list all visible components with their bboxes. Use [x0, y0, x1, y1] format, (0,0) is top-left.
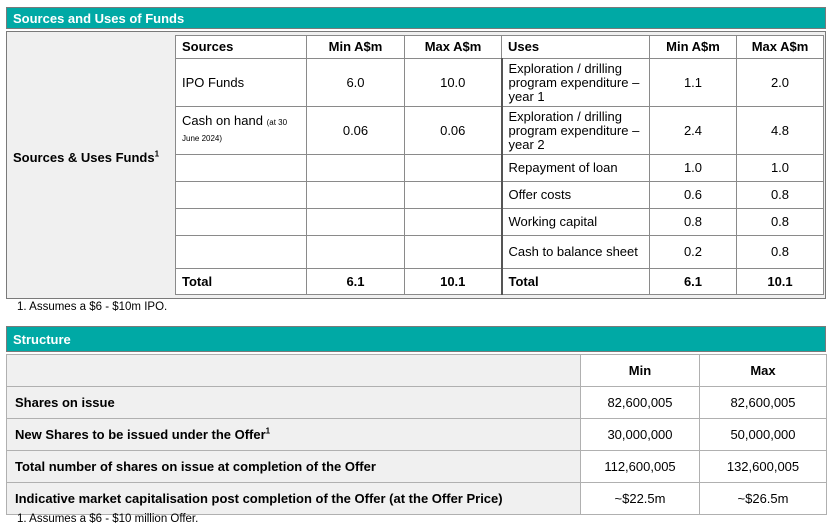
- use-cell: Working capital: [502, 209, 650, 236]
- use-cell: Repayment of loan: [502, 155, 650, 182]
- src-total-max: 10.1: [405, 269, 502, 295]
- source-cell: [176, 155, 307, 182]
- table-row: [7, 451, 827, 483]
- structure-label: [7, 387, 581, 419]
- structure-header: Structure: [6, 326, 826, 352]
- use-max-cell: 4.8: [737, 107, 824, 155]
- use-max-cell: 2.0: [737, 59, 824, 107]
- total-row: [176, 269, 824, 295]
- use-total-label: Total: [502, 269, 650, 295]
- structure-max: ~$26.5m: [700, 483, 827, 515]
- structure-label-text: New Shares to be issued under the Offer: [15, 427, 266, 442]
- src-max-cell: [405, 236, 502, 269]
- col-use-max: Max A$m: [737, 36, 824, 59]
- structure-label-text: Total number of shares on issue at completion of the Offer: [15, 459, 376, 474]
- col-sources: Sources: [176, 36, 307, 59]
- table-row: [7, 387, 827, 419]
- src-max-cell: [405, 182, 502, 209]
- sources-uses-table: [175, 35, 824, 295]
- src-min-cell: [307, 182, 405, 209]
- sources-uses-side-label: [13, 150, 163, 166]
- source-total-label: Total: [176, 269, 307, 295]
- structure-label: [7, 483, 581, 515]
- source-cell: [176, 107, 307, 155]
- table-row: [176, 107, 824, 155]
- use-min-cell: 0.8: [650, 209, 737, 236]
- sources-uses-panel: [6, 31, 826, 299]
- table-row: [176, 182, 824, 209]
- structure-min: 30,000,000: [581, 419, 700, 451]
- use-min-cell: 2.4: [650, 107, 737, 155]
- structure-label-text: Shares on issue: [15, 395, 115, 410]
- table-row: [176, 59, 824, 107]
- sources-uses-header: Sources and Uses of Funds: [6, 7, 826, 29]
- structure-label: [7, 419, 581, 451]
- structure-max: 132,600,005: [700, 451, 827, 483]
- src-min-cell: [307, 155, 405, 182]
- structure-table: [6, 354, 827, 515]
- sources-uses-footnote: 1. Assumes a $6 - $10m IPO.: [17, 301, 168, 313]
- col-src-min: Min A$m: [307, 36, 405, 59]
- table-row: [7, 419, 827, 451]
- source-name: IPO Funds: [182, 74, 245, 90]
- source-cell: [176, 182, 307, 209]
- table-row: [7, 483, 827, 515]
- use-cell: Offer costs: [502, 182, 650, 209]
- use-max-cell: 0.8: [737, 236, 824, 269]
- use-cell: Cash to balance sheet: [502, 236, 650, 269]
- src-min-cell: 0.06: [307, 107, 405, 155]
- source-cell: [176, 209, 307, 236]
- col-uses: Uses: [502, 36, 650, 59]
- structure-footnote: 1. Assumes a $6 - $10 million Offer.: [17, 513, 199, 525]
- src-max-cell: 10.0: [405, 59, 502, 107]
- source-cell: [176, 59, 307, 107]
- src-max-cell: 0.06: [405, 107, 502, 155]
- src-min-cell: [307, 236, 405, 269]
- sources-uses-header-row: [176, 36, 824, 59]
- footnote-marker: 1: [265, 426, 271, 436]
- use-max-cell: 1.0: [737, 155, 824, 182]
- col-use-min: Min A$m: [650, 36, 737, 59]
- structure-label-text: Indicative market capitalisation post completion of the Offer (at the Offer Price): [15, 491, 503, 506]
- col-max: Max: [700, 355, 827, 387]
- use-min-cell: 0.2: [650, 236, 737, 269]
- use-max-cell: 0.8: [737, 182, 824, 209]
- side-label-footnote-marker: 1: [154, 149, 160, 159]
- table-row: [176, 236, 824, 269]
- use-min-cell: 1.1: [650, 59, 737, 107]
- structure-label: [7, 451, 581, 483]
- src-max-cell: [405, 155, 502, 182]
- use-min-cell: 1.0: [650, 155, 737, 182]
- use-total-max: 10.1: [737, 269, 824, 295]
- structure-min: 82,600,005: [581, 387, 700, 419]
- use-max-cell: 0.8: [737, 209, 824, 236]
- structure-min: ~$22.5m: [581, 483, 700, 515]
- src-min-cell: 6.0: [307, 59, 405, 107]
- structure-max: 50,000,000: [700, 419, 827, 451]
- structure-max: 82,600,005: [700, 387, 827, 419]
- src-total-min: 6.1: [307, 269, 405, 295]
- use-cell: Exploration / drilling program expenditure – year 1: [502, 59, 650, 107]
- use-total-min: 6.1: [650, 269, 737, 295]
- col-src-max: Max A$m: [405, 36, 502, 59]
- source-name: Cash on hand: [182, 113, 263, 128]
- col-min: Min: [581, 355, 700, 387]
- source-cell: [176, 236, 307, 269]
- table-row: [176, 209, 824, 236]
- side-label-text: Sources & Uses Funds: [13, 150, 155, 165]
- structure-header-row: [7, 355, 827, 387]
- source-note: (at 30 June 2024): [182, 118, 288, 143]
- src-max-cell: [405, 209, 502, 236]
- structure-header-blank: [7, 355, 581, 387]
- use-min-cell: 0.6: [650, 182, 737, 209]
- table-row: [176, 155, 824, 182]
- src-min-cell: [307, 209, 405, 236]
- use-cell: Exploration / drilling program expenditure – year 2: [502, 107, 650, 155]
- structure-min: 112,600,005: [581, 451, 700, 483]
